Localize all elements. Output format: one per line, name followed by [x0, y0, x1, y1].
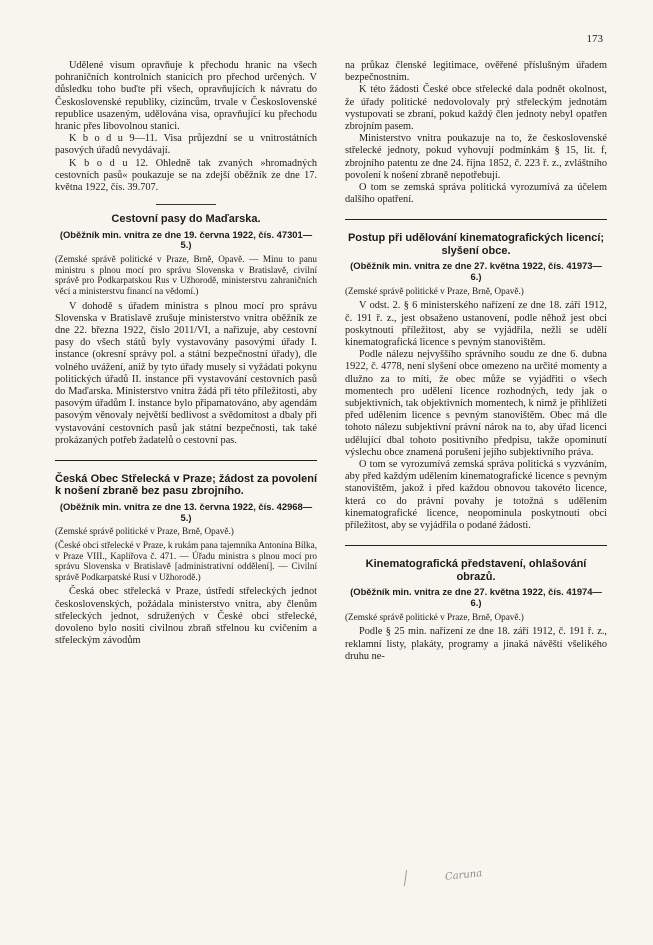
section-reference-cinema-licence: (Oběžník min. vnitra ze dne 27. května 1922, čís. 41973—6.)	[350, 260, 602, 283]
cinema-licence-paragraph-3: O tom se vyrozumívá zemská správa politická s vyzváním, aby před každým udělením kinematografické licence s pevným stanovištěm, jakož i před každou obnovou takovéto licence, která co do právní povahy je totožná s udělením kinematografické licence, neopominula poskytnouti obci příležitost, aby se vyjádřila o podané žádosti.	[345, 459, 607, 532]
section-reference-shooting-club: (Oběžník min. vnitra ze dne 13. června 1922, čís. 42968—5.)	[59, 500, 313, 523]
cinema-shows-paragraph-1: Podle § 25 min. nařízení ze dne 18. září 1912, č. 191 ř. z., reklamní listy, plakáty, programy a jinaká návěští všelikého druhu ne-	[345, 626, 607, 662]
left-column	[55, 60, 317, 647]
section-divider	[55, 460, 317, 461]
shooting-club-paragraph-3: Ministerstvo vnitra poukazuje na to, že československé střelecké jednoty, pokud vyhovují podmínkám § 15, lit. f, zbrojního patentu ze dne 24. října 1852, č. 223 ř. z., zvláštního povolení k nošení zbraně nepotřebují.	[345, 133, 607, 181]
cinema-licence-paragraph-2: Podle nálezu nejvyššího správního soudu ze dne 6. dubna 1922, č. 4778, není slyšení obce omezeno na určité momenty a dlužno za to míti, že obec může se vyjádřiti o všech momentech pro udělení licence rozhodných, tedy jak o subjektivních, tak objektivních momentech, k nimž je přihlížeti před udělením licence s pevným stanovištěm. Obec má dle tohoto nálezu subjektivní právní nárok na to, aby úřad licenci udělující dbal tohoto positivního předpisu, takže opominutí výslechu obce znamená porušení jejího subjektivního práva.	[345, 349, 607, 458]
section-addressees-shooting-club: (Zemské správě politické v Praze, Brně, Opavě.)	[55, 526, 234, 537]
pencil-mark	[404, 870, 407, 886]
section-reference-hungary: (Oběžník min. vnitra ze dne 19. června 1922, čís. 47301—5.)	[59, 228, 313, 251]
section-addressees-hungary: (Zemské správě politické v Praze, Brně, Opavě. — Minu to panu ministru s plnou mocí pro správu Slovenska v Bratislavě, civilní správě pro Podkarpatskou Rus v Užhorodě, ministerstvu zahraničních věcí a ministerstvu financí na vědomí.)	[55, 254, 317, 297]
right-column	[345, 60, 607, 663]
shooting-club-paragraph-4: O tom se zemská správa politická vyrozumívá za účelem dalšího opatření.	[345, 182, 607, 206]
page-number: 173	[586, 33, 603, 45]
section-addressees-2-shooting-club: (České obci střelecké v Praze, k rukám pana tajemníka Antonína Bílka, v Praze VIII., Kaplířova č. 471. — Úřadu ministra s plnou mocí pro správu Slovenska v Bratislavě [administrativní oddělení]. — Civilní správě Podkarpatské Rusi v Užhorodě.)	[55, 540, 317, 582]
bod-9-11-paragraph: K b o d u 9—11. Visa průjezdní se u vnitrostátních pasových úřadů nevydávají.	[55, 133, 317, 157]
section-heading-cinema-licence: Postup při udělování kinematografických licencí; slyšení obce.	[347, 232, 605, 257]
bod-12-paragraph: K b o d u 12. Ohledně tak zvaných »hromadných cestovních pasů« poukazuje se na zdejší oběžník ze dne 17. května 1922, čís. 39.707.	[55, 157, 317, 194]
cinema-licence-paragraph-1: V odst. 2. § 6 ministerského nařízení ze dne 18. září 1912, č. 191 ř. z., jest obsaženo ustanovení, podle něhož jest obci poskytnouti příležitost, aby se vyjádřila, nežli se udělí kinematografická licence s pevným stanovištěm.	[345, 300, 607, 349]
section-heading-shooting-club: Česká Obec Střelecká v Praze; žádost za povolení k nošení zbraně bez pasu zbrojního.	[55, 473, 317, 498]
intro-paragraph: Udělené visum opravňuje k přechodu hranic na všech pohraničních kontrolních stanicích pro přechod určených. V důsledku toho buďte při všech, opravňujících k návratu do Československé republiky, cizincům, trvale v Československé republice usazeným, udělována visa, opravňující ku přechodu hranic přes libovolnou stanici.	[55, 60, 317, 133]
shooting-club-paragraph-2: K této žádosti České obce střelecké dala podnět okolnost, že úřady politické nedovolovaly prý střeleckým jednotám vystupovati se zbraní, pokud každý člen jednoty nebyl opatřen zbrojním pasem.	[345, 84, 607, 133]
shooting-club-continued: na průkaz členské legitimace, ověřené příslušným úřadem bezpečnostním.	[345, 60, 607, 84]
section-divider	[345, 219, 607, 220]
section-heading-cinema-shows: Kinematografická představení, ohlašování obrazů.	[365, 558, 587, 583]
section-heading-hungary: Cestovní pasy do Maďarska.	[111, 213, 261, 226]
section-divider	[345, 545, 607, 546]
section-addressees-cinema-shows: (Zemské správě politické v Praze, Brně, Opavě.)	[345, 611, 524, 622]
section-body-hungary: V dohodě s úřadem ministra s plnou mocí pro správu Slovenska v Bratislavě zrušuje ministerstvo vnitra oběžník ze dne 22. března 1922, číslo 2011/VI, a nařizuje, aby cestovní pasy do všech států byly vystavovány pasovými úřady I. instance (okresní správy pol. a státní bezpečnostní úřady), dle volného uvážení, aniž by tyto úřady musely si vyžádati pokynu politických úřadů II. instance při vystavování cestovních pasů do Maďarska. Ministerstvo vnitra žádá při této příležitosti, aby pasovým úřadům I. instance bylo připamatováno, aby agendám pasovým věnovaly největší bedlivost a svědomitost a dbaly při vystavování cestovních pasů jak státní bezpečnosti, tak také prokázaných potřeb žadatelů o cestovní pas.	[55, 300, 317, 446]
section-addressees-cinema-licence: (Zemské správě politické v Praze, Brně, Opavě.)	[345, 285, 524, 296]
section-body-shooting-club: Česká obec střelecká v Praze, ústředí střeleckých jednot československých, požádala ministerstvo vnitra, aby členům střeleckých jednot, sdružených v České obci střelecké, dovoleno bylo nositi civilnou zbraň střelnou ku cvičením a střeleckým závodům	[55, 586, 317, 647]
handwritten-note: Caruna	[444, 868, 483, 883]
section-divider	[156, 204, 216, 205]
section-reference-cinema-shows: (Oběžník min. vnitra ze dne 27. května 1922, čís. 41974—6.)	[350, 586, 602, 608]
